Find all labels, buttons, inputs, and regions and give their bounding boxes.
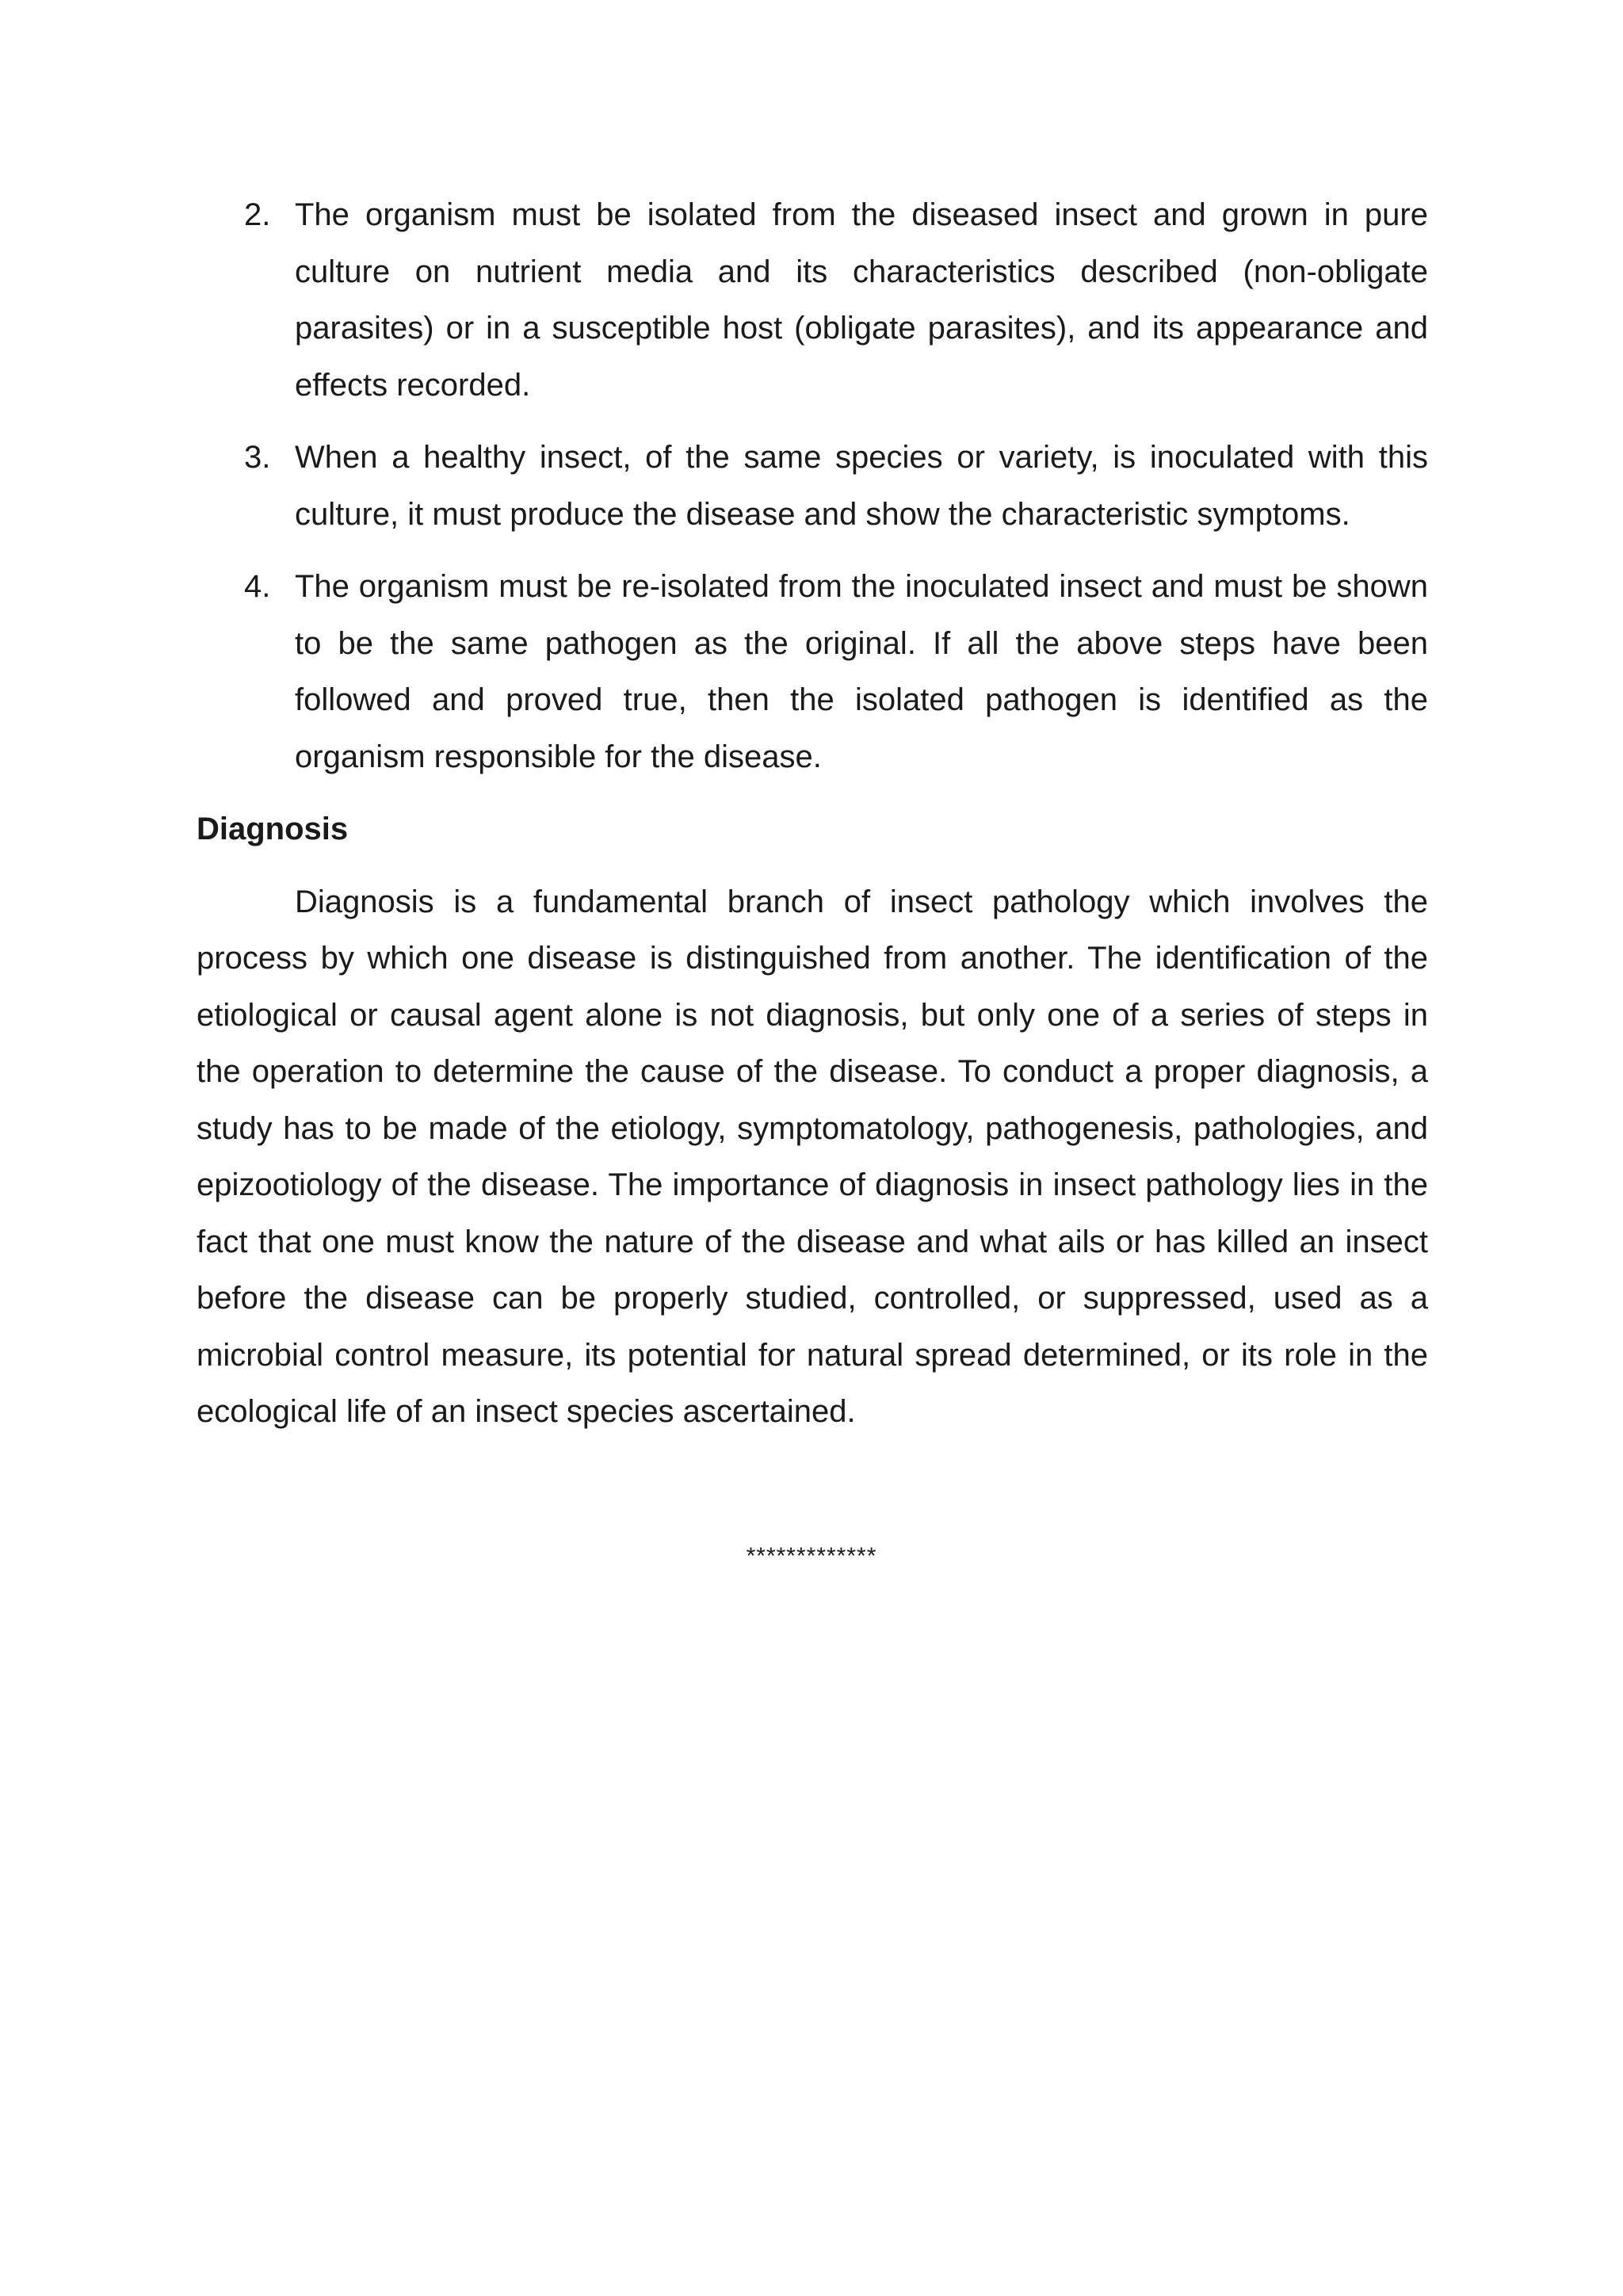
separator-asterisks: *************	[746, 1543, 877, 1569]
list-item	[197, 430, 1428, 543]
list-item-text: When a healthy insect, of the same species or variety, is inoculated with this culture, it must produce the disease and show the characteristic symptoms.	[295, 440, 1428, 532]
list-item-number: 4.	[244, 569, 271, 604]
list-item-number: 3.	[244, 440, 271, 475]
list-item-number: 2.	[244, 197, 271, 232]
list-item-text: The organism must be re-isolated from the inoculated insect and must be shown to be the same pathogen as the original. If all the above steps have been followed and proved true, then the isolated pathogen is identified as the organism responsible for the disease.	[295, 569, 1428, 774]
section-paragraph: Diagnosis is a fundamental branch of insect pathology which involves the process by which one disease is distinguished from another. The identification of the etiological or causal agent alone is not diagnosis, but only one of a series of steps in the operation to determine the cause of the disease. To conduct a proper diagnosis, a study has to be made of the etiology, symptomatology, pathogenesis, pathologies, and epizootiology of the disease. The importance of diagnosis in insect pathology lies in the fact that one must know the nature of the disease and what ails or has killed an insect before the disease can be properly studied, controlled, or suppressed, used as a microbial control measure, its potential for natural spread determined, or its role in the ecological life of an insect species ascertained.	[197, 884, 1428, 1429]
list-item	[197, 559, 1428, 785]
list-item	[197, 187, 1428, 414]
list-item-text: The organism must be isolated from the diseased insect and grown in pure culture on nutrient media and its characteristics described (non-obligate parasites) or in a susceptible host (obligate parasites), and its appearance and effects recorded.	[295, 197, 1428, 403]
document-page	[197, 187, 1428, 1441]
numbered-list	[197, 187, 1428, 785]
section-heading: Diagnosis	[197, 812, 349, 846]
